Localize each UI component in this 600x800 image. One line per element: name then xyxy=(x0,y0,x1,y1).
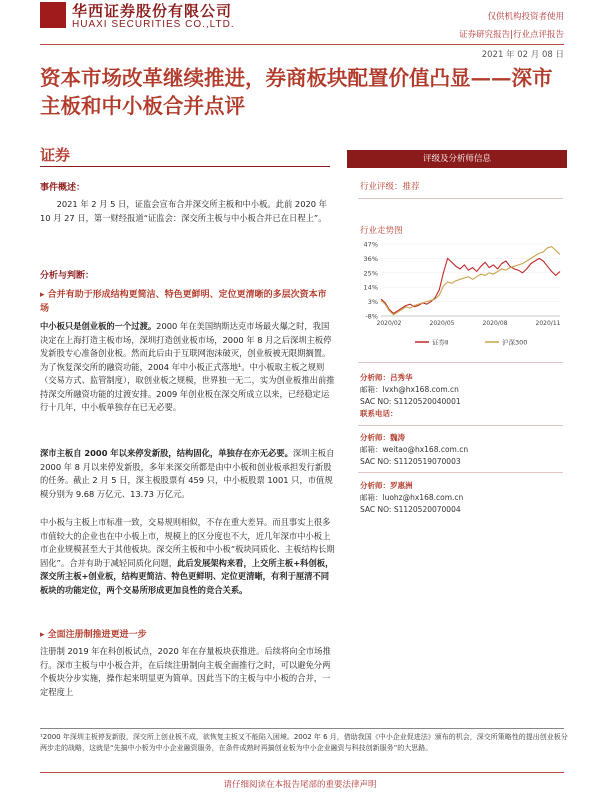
sector-label: 证券 xyxy=(40,146,71,164)
email-label: 邮箱： xyxy=(360,385,383,394)
industry-rating xyxy=(360,180,420,192)
email-label: 邮箱： xyxy=(360,493,383,502)
y-tick-label: 14% xyxy=(363,283,378,292)
sac-label: SAC NO: xyxy=(360,457,392,466)
event-heading: 事件概述： xyxy=(40,183,86,193)
analyst-block-1 xyxy=(360,372,565,420)
y-tick-label: 47% xyxy=(363,240,378,249)
contact-label: 联系电话： xyxy=(360,409,398,418)
header-audience: 仅供机构投资者使用 xyxy=(487,12,564,22)
paragraph-1-lead: 中小板只是创业板的一个过渡。 xyxy=(40,321,157,331)
header-divider xyxy=(40,44,564,45)
analyst-divider xyxy=(358,425,563,426)
analyst-name: 吕秀华 xyxy=(390,373,413,382)
report-title: 资本市场改革继续推进，券商板块配置价值凸显——深市主板和中小板合并点评 xyxy=(40,66,553,118)
report-date: 2021 年 02 月 08 日 xyxy=(481,50,564,60)
x-tick-label: 2020/11 xyxy=(535,320,561,327)
analyst-role: 分析师： xyxy=(360,433,390,442)
company-name-cn: 华西证券股份有限公司 xyxy=(72,2,233,20)
trend-chart-title: 行业走势图 xyxy=(360,226,403,236)
rating-label: 行业评级： xyxy=(360,182,403,192)
analysis-heading: 分析与判断： xyxy=(40,271,95,281)
paragraph-2-text: 深圳主板自 2000 年 8 月以来停发新股，多年来深交所都是由中小板和创业板承担发行新股的任务。截止 2 月 5 日，深主板股票有 459 只，中小板股票 1001 只，市值规模分别为 9.68 万亿元、13.73 万亿元。 xyxy=(40,448,335,499)
rating-value: 推荐 xyxy=(402,182,420,192)
header-report-type: 证券研究报告|行业点评报告 xyxy=(459,30,564,40)
analyst-email[interactable]: luohz@hx168.com.cn xyxy=(382,493,464,502)
footnote: ¹2000 年深圳主板停发新股，深交所上创业板不成，欲恢复主板又不能陷入困境。2002 年 6 月，借助我国《中小企业促进法》颁布的机会，深交所策略性的提出创业板分两步走的战略，这就是“先搞中小板为中小企业融资服务，在条件成熟时再搞创业板为中小企业融资与科技创新服务”的大思路。 xyxy=(40,733,568,752)
bullet-2-text: 全面注册制推进更进一步 xyxy=(47,630,147,640)
x-tick-label: 2020/05 xyxy=(429,320,455,327)
analyst-name: 魏涛 xyxy=(390,433,405,442)
y-tick-label: -8% xyxy=(365,312,378,321)
bullet-1 xyxy=(40,288,335,316)
y-tick-label: 36% xyxy=(363,254,378,263)
sector-divider xyxy=(40,166,330,167)
paragraph-1 xyxy=(40,320,335,415)
industry-trend-chart xyxy=(355,238,570,353)
analyst-divider xyxy=(358,472,563,473)
analyst-sac: S1120519070003 xyxy=(393,457,461,466)
series-line xyxy=(381,258,560,313)
paragraph-4: 注册制 2019 年在科创板试点，2020 年在存量板块获推进。后续将向全市场推行。深市主板与中小板合并，在后续注册制向主板全面推行之时，可以避免分两个板块分步实施，操作起来明显更为简单。因此当下的主板与中小板的合并，一定程度上 xyxy=(40,646,331,697)
bullet-1-text: 合并有助于形成结构更简洁、特色更鲜明、定位更清晰的多层次资本市场 xyxy=(40,290,327,314)
analyst-name: 罗惠洲 xyxy=(390,481,413,490)
y-tick-label: 3% xyxy=(367,298,378,307)
analyst-sac: S1120520040001 xyxy=(393,397,461,406)
company-name-en: HUAXI SECURITIES CO.,LTD. xyxy=(72,19,235,30)
legend-label: 沪深300 xyxy=(502,338,528,347)
analyst-sac: S1120520070004 xyxy=(393,505,461,514)
paragraph-3-text: 中小板与主板上市标准一致，交易规则相似，不存在重大差异。而且事实上很多市值较大的企业也在中小板上市，规模上的区分度也不大，近几年深市中小板上市企业规模甚至大于其他板块。深交所主板和中小板“板块同质化、主板结构长期固化”。合并有助于减轻同质化问题， xyxy=(40,517,335,568)
y-tick-label: 25% xyxy=(363,269,378,278)
paragraph-2-lead: 深市主板自 2000 年以来停发新股，结构固化，单独存在亦无必要。 xyxy=(40,448,293,458)
x-tick-label: 2020/08 xyxy=(482,320,508,327)
bullet-2-marker: ▸ xyxy=(40,630,48,640)
rating-analyst-header: 评级及分析师信息 xyxy=(347,150,567,168)
footnote-divider xyxy=(40,728,564,729)
paragraph-3 xyxy=(40,516,335,597)
paragraph-3-emphasis: 此后发展架构来看，上交所主板+科创板，深交所主板+创业板，结构更简洁、特色更鲜明、定位更清晰，有利于厘清不同板块的功能定位，两个交易所形成更加良性的竞合关系。 xyxy=(40,557,334,595)
bullet-2 xyxy=(40,628,335,642)
rating-divider xyxy=(358,198,563,199)
paragraph-1-text: 2000 年在美国纳斯达克市场最火爆之时，我国决定在上海打造主板市场，深圳打造创业板市场，2000 年 8 月之后深圳主板停发新股专心准备创业板。然而此后由于互联网泡沫破灭，创业板被无限期搁置。为了恢复深交所的融资功能，2004 年中小板正式落地¹。中小板取主板之规则（交易方式、监管制度），取创业板之规模，世界独一无二，实为创业板推出前推持深交所融资功能的过渡安排。2009 年创业板在深交所成立以来，已经稳定运行十几年，中小板单独存在已无必要。 xyxy=(40,321,335,412)
x-tick-label: 2020/02 xyxy=(376,320,402,327)
chart-divider xyxy=(358,362,563,363)
footer-divider xyxy=(40,772,564,773)
analyst-email[interactable]: weitao@hx168.com.cn xyxy=(382,445,469,454)
company-logo xyxy=(40,2,66,28)
analyst-role: 分析师： xyxy=(360,373,390,382)
sac-label: SAC NO: xyxy=(360,505,392,514)
analyst-role: 分析师： xyxy=(360,481,390,490)
sac-label: SAC NO: xyxy=(360,397,392,406)
event-text: 2021 年 2 月 5 日，证监会宣布合并深交所主板和中小板。此前 2020 年 10 月 27 日，第一财经报道“证监会：深交所主板与中小板合并已在日程上”。 xyxy=(40,199,327,223)
analyst-block-3 xyxy=(360,480,565,516)
analyst-email[interactable]: lvxh@hx168.com.cn xyxy=(382,385,459,394)
email-label: 邮箱： xyxy=(360,445,383,454)
bullet-1-marker: ▸ xyxy=(40,290,48,300)
legend-label: 证券Ⅱ xyxy=(432,338,449,347)
paragraph-2 xyxy=(40,447,335,501)
legal-notice: 请仔细阅读在本报告尾部的重要法律声明 xyxy=(223,780,377,790)
analyst-block-2 xyxy=(360,432,565,468)
